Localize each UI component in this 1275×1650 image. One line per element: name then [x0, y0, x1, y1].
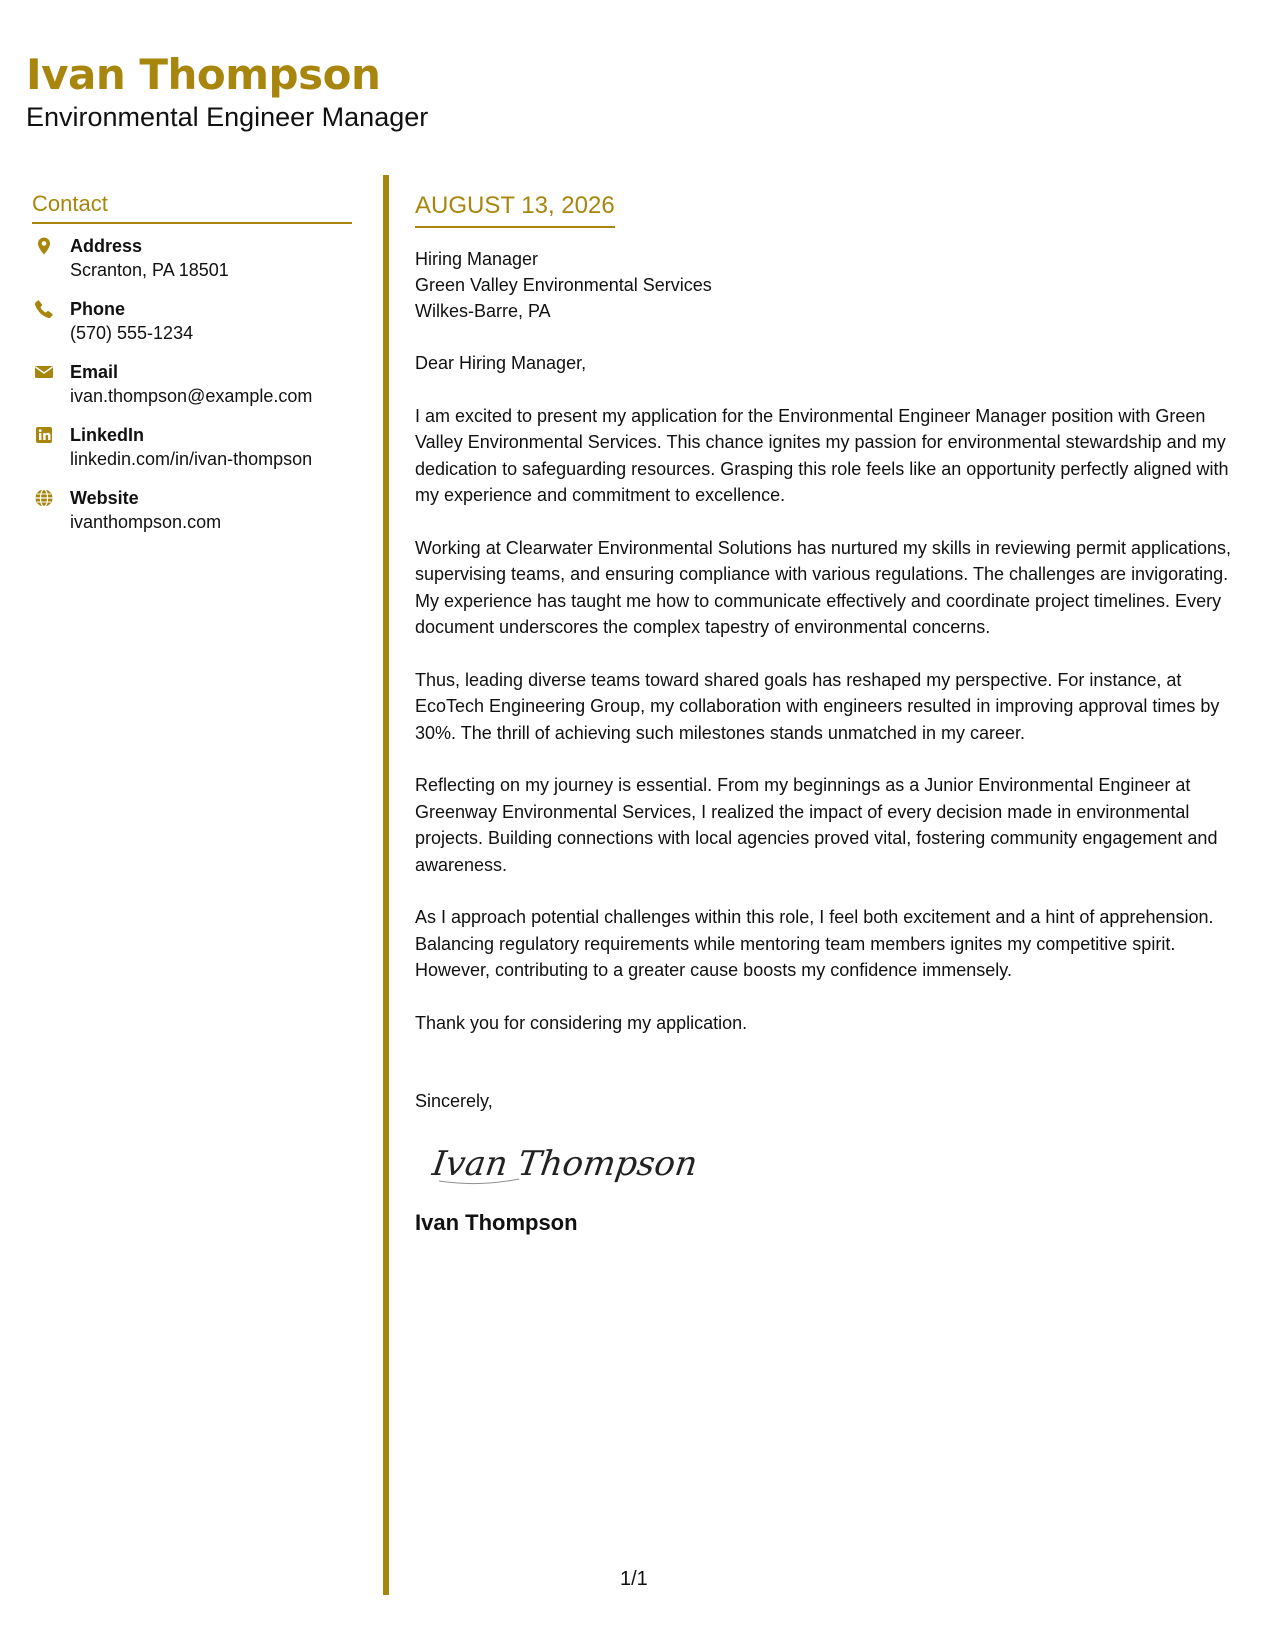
contact-label: Address	[70, 236, 143, 256]
contact-label: Website	[70, 488, 139, 508]
contact-item-address	[32, 234, 352, 297]
applicant-name: Ivan Thompson	[26, 50, 381, 99]
map-pin-icon	[34, 236, 54, 256]
handwritten-signature	[429, 1133, 700, 1193]
salutation: Dear Hiring Manager,	[415, 353, 587, 373]
signer-name: Ivan Thompson	[415, 1209, 578, 1235]
signature-text: Ivan Thompson	[429, 1143, 700, 1184]
contact-value-phone: (570) 555-1234	[70, 323, 194, 343]
contact-value-website: ivanthompson.com	[70, 512, 222, 532]
body-paragraph: As I approach potential challenges within this role, I feel both excitement and a hint of apprehension. Balancing regulatory requirements while mentoring team members ignites my competitive spirit. However, contributing to a greater cause boosts my confidence immensely.	[415, 907, 1214, 980]
contact-value-email: ivan.thompson@example.com	[70, 386, 313, 406]
contact-label: Phone	[70, 299, 126, 319]
linkedin-icon	[34, 425, 54, 445]
envelope-icon	[34, 362, 54, 382]
contact-value-address: Scranton, PA 18501	[70, 260, 229, 280]
letter-date: AUGUST 13, 2026	[415, 190, 615, 228]
page-number: 1/1	[620, 1568, 648, 1590]
phone-icon	[34, 299, 54, 319]
body-paragraph: Thus, leading diverse teams toward shared goals has reshaped my perspective. For instance, at EcoTech Engineering Group, my collaboration with engineers resulted in improving approval times by 30%. The thrill of achieving such milestones stands unmatched in my career.	[415, 669, 1220, 743]
recipient-block	[415, 246, 1245, 324]
column-divider	[383, 175, 389, 1595]
globe-icon	[34, 488, 54, 508]
contact-item-email	[32, 360, 352, 423]
applicant-role: Environmental Engineer Manager	[26, 102, 429, 132]
recipient-title: Hiring Manager	[415, 249, 539, 269]
contact-heading: Contact	[32, 190, 352, 224]
sign-off: Sincerely,	[415, 1091, 493, 1111]
recipient-company: Green Valley Environmental Services	[415, 275, 712, 295]
contact-item-phone	[32, 297, 352, 360]
closing-line: Thank you for considering my application.	[415, 1012, 748, 1033]
contact-label: Email	[70, 362, 119, 382]
contact-list	[32, 234, 352, 549]
letter-body	[415, 190, 1245, 1237]
contact-item-linkedin	[32, 423, 352, 486]
contact-value-linkedin: linkedin.com/in/ivan-thompson	[70, 449, 313, 469]
recipient-location: Wilkes-Barre, PA	[415, 301, 551, 321]
body-paragraph: I am excited to present my application for the Environmental Engineer Manager position with Green Valley Environmental Services. This chance ignites my passion for environmental stewardship and my dedication to safeguarding resources. Grasping this role feels like an opportunity perfectly aligned with my experience and commitment to excellence.	[415, 405, 1229, 505]
contact-item-website	[32, 486, 352, 549]
contact-sidebar	[32, 190, 352, 549]
contact-label: LinkedIn	[70, 425, 145, 445]
letter-header	[26, 50, 428, 134]
body-paragraph: Reflecting on my journey is essential. From my beginnings as a Junior Environmental Engineer at Greenway Environmental Services, I realized the impact of every decision made in environmental projects. Building connections with local agencies proved vital, fostering community engagement and awareness.	[415, 775, 1218, 875]
body-paragraph: Working at Clearwater Environmental Solutions has nurtured my skills in reviewing permit applications, supervising teams, and ensuring compliance with various regulations. The challenges are invigorating. My experience has taught me how to communicate effectively and coordinate project timelines. Every document underscores the complex tapestry of environmental concerns.	[415, 537, 1232, 637]
